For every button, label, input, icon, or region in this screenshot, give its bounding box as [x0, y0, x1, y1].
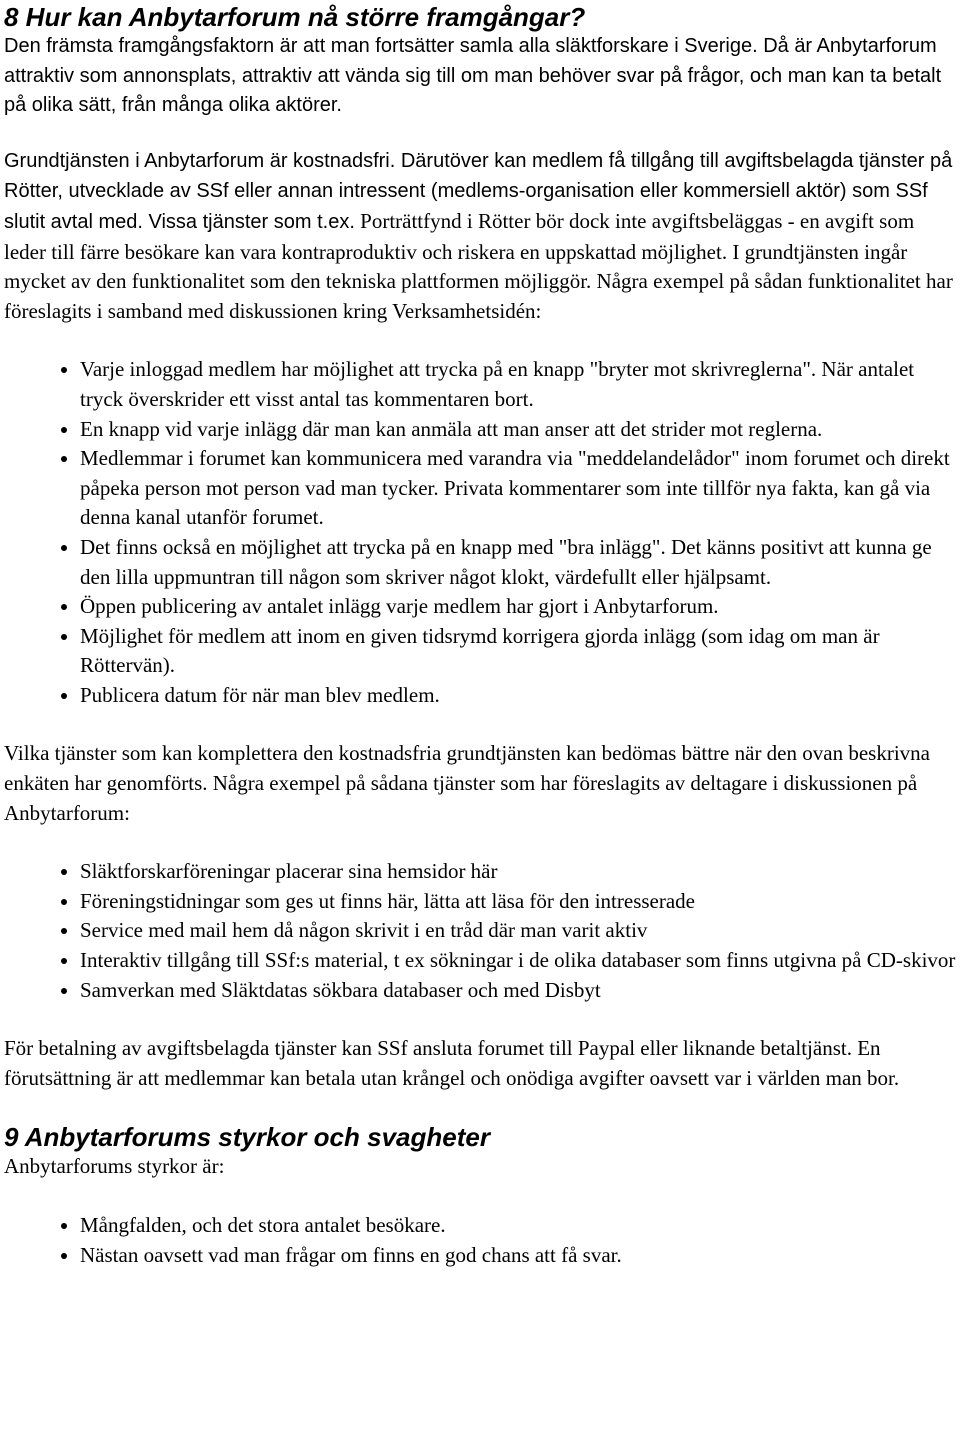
- strengths-list: [4, 1211, 956, 1270]
- document-page: [0, 2, 960, 1270]
- section-8-paragraph-2: [4, 146, 956, 327]
- section-9-heading: 9 Anbytarforums styrkor och svagheter: [4, 1122, 490, 1153]
- list-item: • Släktforskarföreningar placerar sina hemsidor här: [80, 857, 956, 887]
- spacer: [4, 710, 956, 739]
- list-item: • Föreningstidningar som ges ut finns här, lätta att läsa för den intresserade: [80, 887, 956, 917]
- list-item: • Samverkan med Släktdatas sökbara databaser och med Disbyt: [80, 976, 956, 1006]
- section-8-paragraph-3: Vilka tjänster som kan komplettera den kostnadsfria grundtjänsten kan bedömas bättre när den ovan beskrivna enkäten har genomförts. Några exempel på sådana tjänster som har föreslagits av deltagare i diskussionen på Anbytarforum:: [4, 741, 930, 825]
- services-list: [4, 857, 956, 1005]
- spacer: [4, 1005, 956, 1034]
- section-9-intro: Anbytarforums styrkor är:: [4, 1154, 225, 1179]
- section-8-heading: 8 Hur kan Anbytarforum nå större framgångar?: [4, 2, 586, 32]
- list-item: • Öppen publicering av antalet inlägg varje medlem har gjort i Anbytarforum.: [80, 592, 956, 622]
- list-item: • Interaktiv tillgång till SSf:s material, t ex sökningar i de olika databaser som finns utgivna på CD-skivor: [80, 946, 956, 976]
- spacer: [4, 1093, 956, 1122]
- list-item: • Medlemmar i forumet kan kommunicera med varandra via "meddelandelådor" inom forumet och direkt påpeka person mot person vad man tycker. Privata kommentarer som inte tillför nya fakta, kan gå via denna kanal utanför forumet.: [80, 444, 956, 533]
- section-8-intro: Den främsta framgångsfaktorn är att man fortsätter samla alla släktforskare i Sverige. Då är Anbytarforum attraktiv som annonsplats, attraktiv att vända sig till om man behöver svar på frågor, och man kan ta betalt på olika sätt, från många olika aktörer.: [4, 35, 942, 117]
- functionality-list: [4, 355, 956, 710]
- list-item: • Möjlighet för medlem att inom en given tidsrymd korrigera gjorda inlägg (som idag om man är Röttervän).: [80, 622, 956, 681]
- list-item: • Publicera datum för när man blev medlem.: [80, 681, 956, 711]
- spacer: [4, 326, 956, 355]
- spacer: [4, 1182, 956, 1211]
- paragraph-2-serif-part: Porträttfynd i Rötter bör dock inte avgiftsbeläggas - en avgift som leder till färre besökare kan vara kontraproduktiv och riskera en uppskattad möjlighet. I grundtjänsten ingår mycket av den funktionalitet som den tekniska plattformen möjliggör. Några exempel på sådan funktionalitet har föreslagits i samband med diskussionen kring Verksamhetsidén:: [4, 208, 953, 323]
- paragraph-2-sans-part: Grundtjänsten i Anbytarforum är kostnadsfri. Därutöver kan medlem få tillgång till avgiftsbelagda tjänster på Rötter, utvecklade av SSf eller annan intressent (medlems-organisation eller kommersiell aktör) som SSf slutit avtal med. Vissa tjänster som t.ex.: [4, 149, 953, 233]
- spacer: [4, 828, 956, 857]
- list-item: • Service med mail hem då någon skrivit i en tråd där man varit aktiv: [80, 916, 956, 946]
- list-item: • En knapp vid varje inlägg där man kan anmäla att man anser att det strider mot reglerna.: [80, 415, 956, 445]
- list-item: • Varje inloggad medlem har möjlighet att trycka på en knapp "bryter mot skrivreglerna". När antalet tryck överskrider ett visst antal tas kommentaren bort.: [80, 355, 956, 414]
- list-item: • Det finns också en möjlighet att trycka på en knapp med "bra inlägg". Det känns positivt att kunna ge den lilla uppmuntran till någon som skriver något klokt, värdefullt eller hjälpsamt.: [80, 533, 956, 592]
- spacer: [4, 121, 956, 146]
- list-item: • Mångfalden, och det stora antalet besökare.: [80, 1211, 956, 1241]
- list-item: • Nästan oavsett vad man frågar om finns en god chans att få svar.: [80, 1241, 956, 1271]
- section-8-paragraph-4: För betalning av avgiftsbelagda tjänster kan SSf ansluta forumet till Paypal eller liknande betaltjänst. En förutsättning är att medlemmar kan betala utan krångel och onödiga avgifter oavsett var i världen man bor.: [4, 1036, 900, 1090]
